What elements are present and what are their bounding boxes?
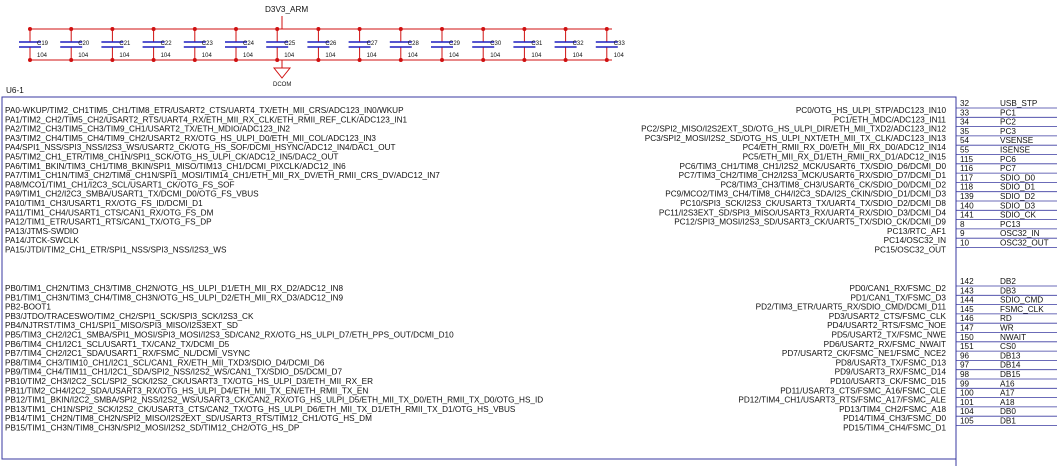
pin-label-pa: PA8/MCO1/TIM1_CH1/I2C3_SCL/USART1_CK/OTG_FS_SOF [5,180,235,190]
pin-label-pd: PD1/CAN1_TX/FSMC_D3 [850,293,946,303]
pin-number: 118 [960,182,974,192]
cap-value: 104 [449,53,460,59]
pin-number: 145 [960,304,974,314]
pin-stub [956,201,1057,210]
pin-number: 54 [960,136,970,146]
pin-stub [956,417,1057,426]
pin-label-pc: PC11/I2S3EXT_SD/SPI3_MISO/USART3_RX/UART4_RX/SDIO_D3/DCMI_D4 [658,208,946,218]
pin-stub [956,398,1057,407]
pin-stub [956,239,1057,248]
pin-label-pd: PD7/USART2_CK/FSMC_NE1/FSMC_NCE2 [781,349,946,359]
pin-number: 105 [960,416,974,426]
pin-label-pb: PB12/TIM1_BKIN/I2C2_SMBA/SPI2_NSS/I2S2_WS/USART3_CK/CAN2_RX/OTG_HS_ULPI_D5/ETH_MII_TX_D0/ETH_RMII_TX_D0/OTG_HS_ID [5,395,544,405]
pin-label-pc: PC14/OSC32_IN [883,236,946,246]
pin-number: 117 [960,173,974,183]
pin-label-pc: PC13/RTC_AF1 [886,226,946,236]
net-label: SDIO_D3 [1000,201,1036,211]
cap-reference: C22 [160,41,172,47]
pin-label-pc: PC0/OTG_HS_ULPI_STP/ADC123_IN10 [795,106,946,115]
cap-reference: C25 [284,41,296,47]
pin-label-pd: PD4/USART2_RTS/FSMC_NOE [827,321,946,331]
net-label: A18 [1000,397,1015,407]
pin-label-pb: PB11/TIM2_CH4/I2C2_SDA/USART3_RX/OTG_HS_ULPI_D4/ETH_MII_TX_EN/ETH_RMII_TX_EN [5,386,369,396]
pin-number: 8 [960,219,965,229]
net-label: FSMC_CLK [1000,304,1044,314]
pin-label-pa: PA7/TIM1_CH1N/TIM3_CH2/TIM8_CH1N/SPI1_MOSI/TIM14_CH1/ETH_MII_RX_DV/ETH_RMII_CRS_DV/ADC12_IN7 [5,171,440,181]
pin-label-pb: PB5/TIM3_CH2/I2C1_SMBA/SPI1_MOSI/SPI3_MOSI/I2S3_SD/CAN2_RX/OTG_HS_ULPI_D7/ETH_PPS_OUT/DCMI_D10 [5,330,454,340]
pin-number: 33 [960,108,970,118]
cap-reference: C23 [201,41,213,47]
pin-label-pa: PA14/JTCK-SWCLK [5,236,80,246]
pin-number: 97 [960,360,970,370]
net-label: WR [1000,323,1014,333]
pin-label-pd: PD13/TIM4_CH2/FSMC_A18 [839,404,946,414]
cap-reference: C33 [613,41,625,47]
pin-label-pd: PD0/CAN1_RX/FSMC_D2 [849,284,946,293]
pin-stub [956,286,1057,295]
net-label: PC6 [1000,154,1016,164]
port-c-pins [641,106,946,255]
pin-stub [956,173,1057,182]
cap-value: 104 [201,53,212,59]
pin-stub [956,407,1057,416]
pin-label-pa: PA6/TIM1_BKIN/TIM3_CH1/TIM8_BKIN/SPI1_MISO/TIM13_CH1/DCMI_PIXCLK/ADC12_IN6 [5,161,346,171]
net-label: PC13 [1000,219,1021,229]
pin-label-pd: PD2/TIM3_ETR/UART5_RX/SDIO_CMD/DCMI_D11 [755,302,946,312]
capacitor [349,27,379,62]
net-label: ISENSE [1000,145,1031,155]
pin-number: 115 [960,154,974,164]
capacitor [143,27,173,62]
pin-label-pd: PD6/USART2_RX/FSMC_NWAIT [823,339,946,349]
pin-number: 139 [960,192,974,201]
cap-reference: C29 [449,41,461,47]
pin-label-pc: PC8/TIM3_CH3/TIM8_CH3/USART6_CK/SDIO_D0/DCMI_D2 [720,180,946,190]
port-d-pin-stubs [956,277,1057,426]
capacitor [472,27,502,62]
net-label: SDIO_CK [1000,210,1036,220]
pin-number: 141 [960,210,974,220]
net-label: SDIO_D1 [1000,182,1036,192]
pin-stub [956,370,1057,379]
pin-stub [956,164,1057,173]
pin-label-pa: PA15/JTDI/TIM2_CH1_ETR/SPI1_NSS/SPI3_NSS/I2S3_WS [5,245,227,255]
cap-value: 104 [490,53,501,59]
pin-label-pb: PB10/TIM2_CH3/I2C2_SCL/SPI2_SCK/I2S2_CK/USART3_TX/OTG_HS_ULPI_D3/ETH_MII_RX_ER [5,377,373,386]
pin-label-pc: PC5/ETH_MII_RX_D1/ETH_RMII_RX_D1/ADC12_IN15 [742,152,946,162]
net-label: DB15 [1000,370,1021,379]
capacitor [19,27,49,62]
pin-stub [956,183,1057,192]
pin-number: 142 [960,277,974,286]
net-label: PC7 [1000,164,1016,174]
power-net-label: D3V3_ARM [265,5,309,14]
pin-label-pd: PD10/USART3_CK/FSMC_D15 [830,377,946,386]
cap-value: 104 [37,53,48,59]
cap-reference: C28 [407,41,419,47]
net-label: NWAIT [1000,332,1027,342]
cap-value: 104 [160,53,171,59]
pin-stub [956,296,1057,305]
pin-label-pb: PB3/JTDO/TRACESWO/TIM2_CH2/SPI1_SCK/SPI3_SCK/I2S3_CK [5,311,254,321]
pin-stub [956,146,1057,155]
pin-number: 146 [960,314,974,324]
cap-value: 104 [119,53,130,59]
pin-number: 96 [960,351,970,361]
pin-stub [956,305,1057,314]
pin-label-pa: PA10/TIM1_CH3/USART1_RX/OTG_FS_ID/DCMI_D1 [5,199,203,208]
net-label: DB2 [1000,277,1016,286]
cap-value: 104 [243,53,254,59]
pin-label-pa: PA12/TIM1_ETR/USART1_RTS/CAN1_TX/OTG_FS_DP [5,217,212,227]
pin-number: 101 [960,397,974,407]
pin-label-pb: PB2-BOOT1 [5,302,51,312]
cap-value: 104 [572,53,583,59]
capacitor [60,27,90,62]
net-label: CS0 [1000,342,1016,352]
pin-number: 99 [960,379,970,389]
capacitor [431,27,461,62]
pin-number: 98 [960,370,970,379]
pin-number: 10 [960,238,970,248]
cap-reference: C24 [243,41,255,47]
cap-value: 104 [325,53,336,59]
pin-label-pd: PD11/USART3_CTS/FSMC_A16/FSMC_CLE [780,386,946,396]
net-label: PC3 [1000,126,1016,136]
cap-value: 104 [284,53,295,59]
net-label: DB3 [1000,286,1016,296]
pin-number: 143 [960,286,974,296]
capacitor [513,27,543,62]
net-label: OSC32_OUT [1000,238,1049,248]
ground-symbol-icon [274,68,290,78]
pin-label-pc: PC9/MCO2/TIM3_CH4/TIM8_CH4/I2C3_SDA/I2S_CKIN/SDIO_D1/DCMI_D3 [665,189,946,199]
ground-net-label: DCOM [273,82,292,88]
pin-number: 35 [960,126,970,136]
pin-label-pb: PB6/TIM4_CH1/I2C1_SCL/USART1_TX/CAN2_TX/DCMI_D5 [5,339,230,349]
capacitor [390,27,420,62]
net-label: DB13 [1000,351,1021,361]
pin-stub [956,229,1057,238]
cap-reference: C30 [490,41,502,47]
pin-stub [956,361,1057,370]
pin-number: 150 [960,332,974,342]
pin-stub [956,155,1057,164]
pin-stub [956,379,1057,388]
pin-label-pb: PB13/TIM1_CH1N/SPI2_SCK/I2S2_CK/USART3_CTS/CAN2_TX/OTG_HS_ULPI_D6/ETH_MII_TX_D1/ETH_RMII_TX_D1/OTG_HS_VBUS [5,404,516,414]
pin-stub [956,333,1057,342]
pin-number: 144 [960,295,974,305]
pin-stub [956,136,1057,145]
pin-label-pd: PD14/TIM4_CH3/FSMC_D0 [843,414,946,424]
pin-label-pd: PD9/USART3_RX/FSMC_D14 [834,367,946,377]
pin-label-pc: PC7/TIM3_CH2/TIM8_CH2/I2S3_MCK/USART6_RX/SDIO_D7/DCMI_D1 [678,171,946,181]
pin-stub [956,314,1057,323]
capacitor [225,27,255,62]
pin-label-pa: PA9/TIM1_CH2/I2C3_SMBA/USART1_TX/DCMI_D0/OTG_FS_VBUS [5,189,259,199]
pin-label-pd: PD3/USART2_CTS/FSMC_CLK [828,311,946,321]
pin-number: 140 [960,201,974,211]
pin-number: 34 [960,117,970,127]
pin-label-pa: PA1/TIM2_CH2/TIM5_CH2/USART2_RTS/UART4_RX/ETH_MII_RX_CLK/ETH_RMII_REF_CLK/ADC123_IN1 [5,115,408,125]
pin-stub [956,389,1057,398]
pin-label-pa: PA11/TIM1_CH4/USART1_CTS/CAN1_RX/OTG_FS_DM [5,208,214,218]
pin-number: 147 [960,323,974,333]
net-label: SDIO_D0 [1000,173,1036,183]
pin-stub [956,127,1057,136]
capacitor [555,27,585,62]
net-label: OSC32_IN [1000,229,1040,239]
pin-number: 9 [960,229,965,239]
net-label: SDIO_D2 [1000,192,1036,201]
pin-number: 55 [960,145,970,155]
net-label: DB0 [1000,407,1016,417]
pin-label-pb: PB15/TIM1_CH3N/TIM8_CH3N/SPI2_MOSI/I2S2_SD/TIM12_CH2/OTG_HS_DP [5,423,300,433]
net-label: PC1 [1000,108,1016,118]
pin-label-pb: PB7/TIM4_CH2/I2C1_SDA/USART1_RX/FSMC_NL/DCMI_VSYNC [5,349,251,359]
net-label: RD [1000,314,1012,324]
pin-stub [956,99,1057,108]
pin-label-pb: PB14/TIM1_CH2N/TIM8_CH2N/SPI2_MISO/I2S2EXT_SD/USART3_RTS/TIM12_CH1/OTG_HS_DM [5,414,372,424]
net-label: DB1 [1000,416,1016,426]
decoupling-capacitors [19,27,625,62]
pin-stub [956,277,1057,286]
cap-reference: C21 [119,41,131,47]
pin-label-pb: PB4/NJTRST/TIM3_CH1/SPI1_MISO/SPI3_MISO/I2S3EXT_SD [5,321,238,331]
pin-stub [956,342,1057,351]
cap-reference: C26 [325,41,337,47]
port-c-pin-stubs [956,99,1057,248]
pin-stub [956,108,1057,117]
pin-label-pc: PC12/SPI3_MOSI/I2S3_SD/USART3_CK/UART5_TX/SDIO_CK/DCMI_D9 [674,217,946,227]
net-label: PC2 [1000,117,1016,127]
pin-label-pd: PD12/TIM4_CH1/USART3_RTS/FSMC_A17/FSMC_ALE [738,395,946,405]
cap-reference: C19 [37,41,49,47]
pin-label-pb: PB1/TIM1_CH3N/TIM3_CH4/TIM8_CH3N/OTG_HS_ULPI_D2/ETH_MII_RX_D3/ADC12_IN9 [5,293,344,303]
cap-reference: C32 [572,41,584,47]
pin-label-pc: PC15/OSC32_OUT [874,245,946,255]
cap-value: 104 [407,53,418,59]
pin-label-pa: PA3/TIM2_CH4/TIM5_CH4/TIM9_CH2/USART2_RX/OTG_HS_ULPI_D0/ETH_MII_COL/ADC123_IN3 [5,133,376,143]
net-label: USB_STP [1000,99,1038,108]
net-label: A16 [1000,379,1015,389]
pin-label-pa: PA5/TIM2_CH1_ETR/TIM8_CH1N/SPI1_SCK/OTG_HS_ULPI_CK/ADC12_IN5/DAC2_OUT [5,152,339,162]
capacitor [307,27,337,62]
cap-value: 104 [613,53,624,59]
pin-stub [956,118,1057,127]
cap-reference: C31 [531,41,543,47]
pin-label-pa: PA13/JTMS-SWDIO [5,226,79,236]
ic-reference: U6-1 [6,86,24,95]
pin-label-pc: PC4/ETH_RMII_RX_D0/ETH_MII_RX_D0/ADC12_IN14 [742,143,946,153]
cap-reference: C20 [78,41,90,47]
capacitor [596,27,626,62]
pin-number: 116 [960,164,974,174]
port-a-pins [5,106,440,255]
pin-stub [956,351,1057,360]
net-label: VSENSE [1000,136,1034,146]
pin-label-pd: PD8/USART3_TX/FSMC_D13 [835,358,946,368]
pin-label-pd: PD5/USART2_TX/FSMC_NWE [831,330,946,340]
pin-stub [956,192,1057,201]
port-d-pins [738,284,946,433]
net-label: A17 [1000,388,1015,398]
pin-label-pb: PB0/TIM1_CH2N/TIM3_CH3/TIM8_CH2N/OTG_HS_ULPI_D1/ETH_MII_RX_D2/ADC12_IN8 [5,284,344,293]
cap-value: 104 [366,53,377,59]
pin-stub [956,220,1057,229]
pin-label-pb: PB8/TIM4_CH3/TIM10_CH1/I2C1_SCL/CAN1_RX/ETH_MII_TXD3/SDIO_D4/DCMI_D6 [5,358,325,368]
pin-label-pb: PB9/TIM4_CH4/TIM11_CH1/I2C1_SDA/SPI2_NSS/I2S2_WS/CAN1_TX/SDIO_D5/DCMI_D7 [5,367,343,377]
cap-reference: C27 [366,41,378,47]
pin-label-pd: PD15/TIM4_CH4/FSMC_D1 [843,423,946,433]
capacitor [184,27,214,62]
pin-number: 100 [960,388,974,398]
pin-stub [956,211,1057,220]
capacitor [266,27,296,62]
pin-label-pa: PA4/SPI1_NSS/SPI3_NSS/I2S3_WS/USART2_CK/OTG_HS_SOF/DCMI_HSYNC/ADC12_IN4/DAC1_OUT [5,143,396,153]
pin-number: 151 [960,342,974,352]
net-label: SDIO_CMD [1000,295,1044,305]
pin-number: 32 [960,99,970,108]
pin-label-pc: PC10/SPI3_SCK/I2S3_CK/USART3_TX/UART4_TX/SDIO_D2/DCMI_D8 [680,199,946,208]
pin-label-pc: PC6/TIM3_CH1/TIM8_CH1/I2S2_MCK/USART6_TX/SDIO_D6/DCMI_D0 [679,161,946,171]
cap-value: 104 [78,53,89,59]
pin-label-pc: PC2/SPI2_MISO/I2S2EXT_SD/OTG_HS_ULPI_DIR/ETH_MII_TXD2/ADC123_IN12 [641,124,946,134]
net-label: DB14 [1000,360,1021,370]
pin-number: 104 [960,407,974,417]
pin-label-pc: PC1/ETH_MDC/ADC123_IN11 [833,115,946,125]
capacitor [101,27,131,62]
cap-value: 104 [531,53,542,59]
pin-label-pa: PA2/TIM2_CH3/TIM5_CH3/TIM9_CH1/USART2_TX/ETH_MDIO/ADC123_IN2 [5,124,290,134]
pin-label-pa: PA0-WKUP/TIM2_CH1TIM5_CH1/TIM8_ETR/USART2_CTS/UART4_TX/ETH_MII_CRS/ADC123_IN0/WKUP [5,106,404,115]
pin-stub [956,324,1057,333]
pin-label-pc: PC3/SPI2_MOSI/I2S2_SD/OTG_HS_ULPI_NXT/ETH_MII_TX_CLK/ADC123_IN13 [644,133,946,143]
port-b-pins [5,284,543,433]
